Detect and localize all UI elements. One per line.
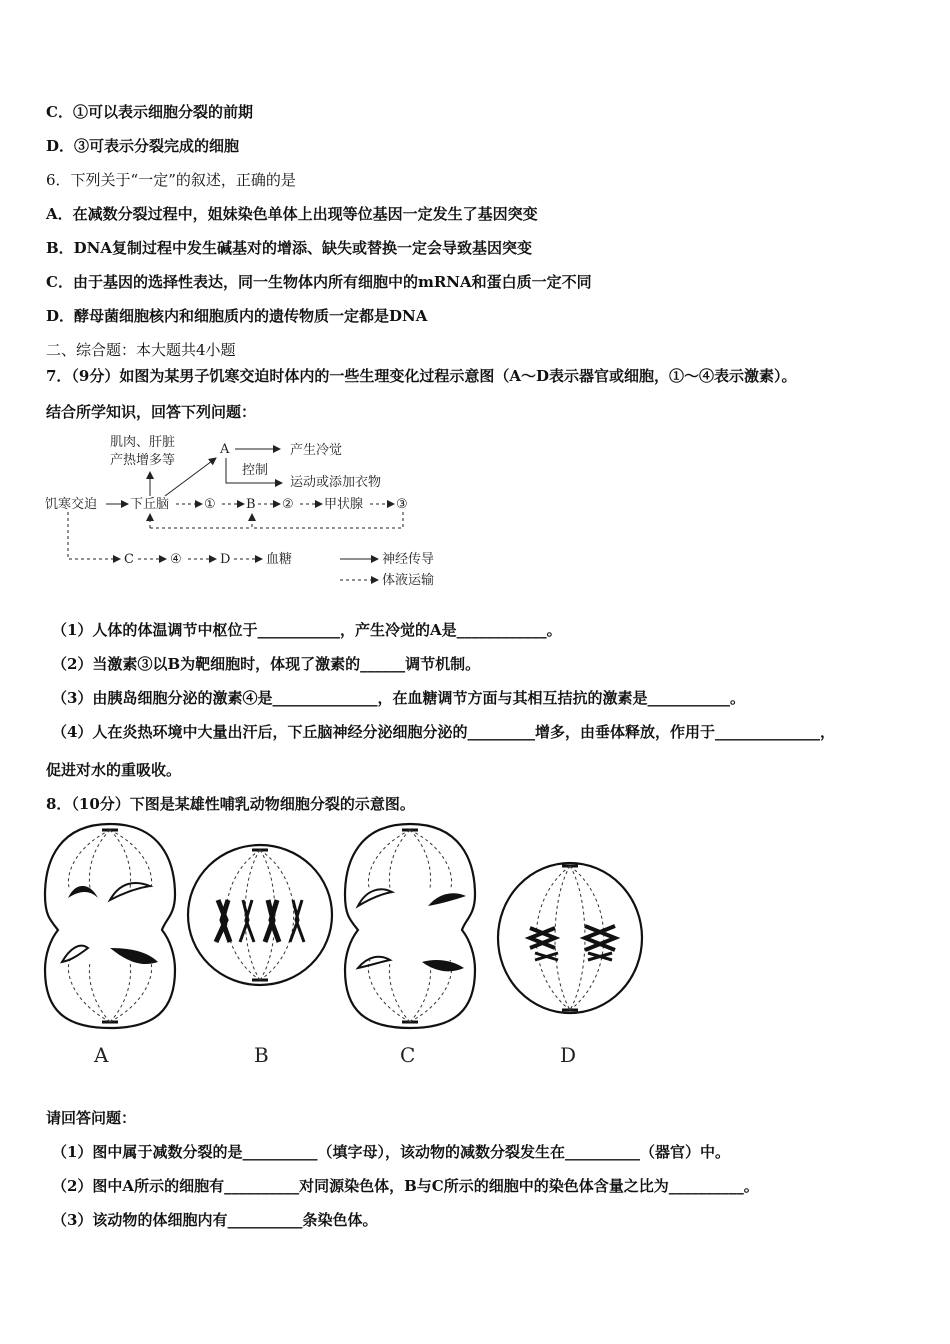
q8-prompt: 请回答问题：: [46, 1109, 137, 1127]
q8-part-1: （1）图中属于减数分裂的是__________（填字母），该动物的减数分裂发生在__________（器官）中。: [52, 1143, 730, 1161]
node-c: C: [124, 552, 134, 567]
legend-nerve: 神经传导: [382, 552, 435, 567]
figure-label-b: B: [254, 1043, 269, 1067]
cell-b: [188, 845, 332, 985]
node-hypothalamus: 下丘脑: [130, 497, 170, 512]
node-a: A: [220, 442, 230, 457]
label-exercise: 运动或添加衣物: [290, 475, 382, 490]
q6-option-d: D．酵母菌细胞核内和细胞质内的遗传物质一定都是DNA: [46, 307, 428, 325]
q7-stem-2: 结合所学知识，回答下列问题：: [46, 403, 257, 421]
node-hormone-1: ①: [204, 497, 216, 512]
node-hormone-2: ②: [282, 497, 294, 512]
q5-option-c: C．①可以表示细胞分裂的前期: [46, 103, 253, 121]
node-b: B: [246, 497, 256, 512]
cell-d: [498, 863, 642, 1013]
figure-label-a: A: [94, 1043, 109, 1067]
label-muscle-liver: 肌肉、肝脏: [110, 435, 176, 450]
node-hungry-cold: 饥寒交迫: [45, 497, 98, 512]
q7-part-3: （3）由胰岛细胞分泌的激素④是______________，在血糖调节方面与其相互拮抗的激素是___________。: [52, 689, 745, 707]
node-thyroid: 甲状腺: [324, 497, 364, 512]
legend-fluid: 体液运输: [382, 573, 435, 588]
q8-cell-division-figure: [40, 820, 650, 1075]
label-control: 控制: [242, 463, 269, 478]
q7-part-4: （4）人在炎热环境中大量出汗后，下丘脑神经分泌细胞分泌的_________增多，由垂体释放，作用于______________，: [52, 723, 835, 741]
q7-part-4-cont: 促进对水的重吸收。: [46, 761, 182, 779]
cell-a: [45, 824, 175, 1028]
node-hormone-4: ④: [170, 552, 182, 567]
q6-option-b: B．DNA复制过程中发生碱基对的增添、缺失或替换一定会导致基因突变: [46, 239, 533, 257]
node-blood-sugar: 血糖: [266, 552, 293, 567]
q8-stem: 8．（10分）下图是某雄性哺乳动物细胞分裂的示意图。: [46, 795, 415, 813]
q6-stem: 6．下列关于“一定”的叙述，正确的是: [46, 171, 296, 189]
figure-label-d: D: [560, 1043, 577, 1067]
node-d: D: [220, 552, 231, 567]
cell-c: [345, 824, 475, 1028]
section-2-title: 二、综合题：本大题共4小题: [46, 341, 236, 359]
q7-part-1: （1）人体的体温调节中枢位于___________，产生冷觉的A是____________。: [52, 621, 562, 639]
q7-stem: 7．（9分）如图为某男子饥寒交迫时体内的一些生理变化过程示意图（A～D表示器官或细胞，①～④表示激素）。: [46, 367, 797, 385]
label-cold-feeling: 产生冷觉: [290, 443, 343, 458]
q6-option-c: C．由于基因的选择性表达，同一生物体内所有细胞中的mRNA和蛋白质一定不同: [46, 273, 592, 291]
q7-part-2: （2）当激素③以B为靶细胞时，体现了激素的______调节机制。: [52, 655, 481, 673]
q8-part-2: （2）图中A所示的细胞有__________对同源染色体，B与C所示的细胞中的染色体含量之比为__________。: [52, 1177, 759, 1195]
figure-label-c: C: [400, 1043, 416, 1067]
label-heat-increase: 产热增多等: [110, 453, 176, 468]
node-hormone-3: ③: [396, 497, 408, 512]
q7-physiology-diagram: [40, 428, 470, 593]
q8-part-3: （3）该动物的体细胞内有__________条染色体。: [52, 1211, 378, 1229]
q6-option-a: A．在减数分裂过程中，姐妹染色单体上出现等位基因一定发生了基因突变: [46, 205, 538, 223]
q5-option-d: D．③可表示分裂完成的细胞: [46, 137, 240, 155]
